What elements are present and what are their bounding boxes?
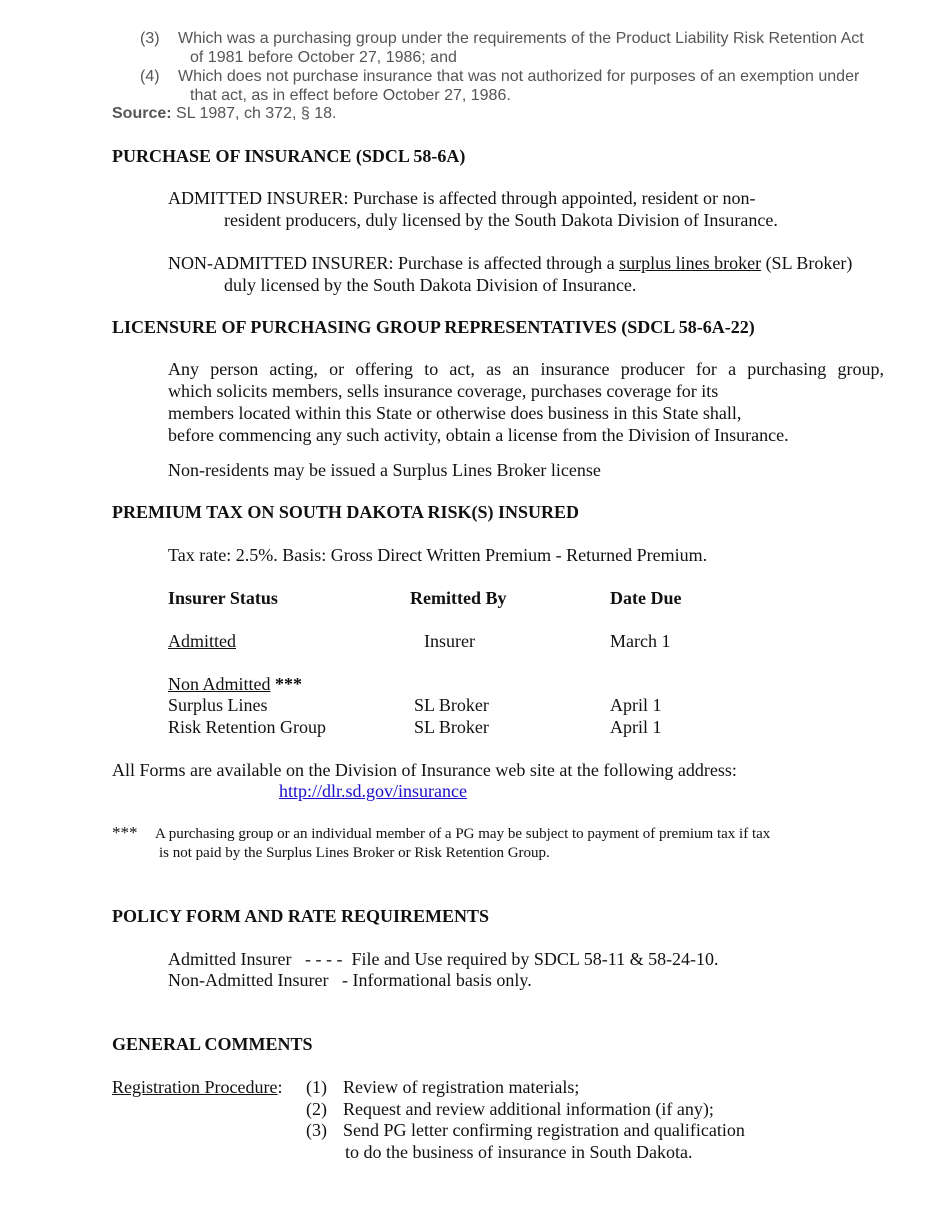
insurance-website-link[interactable]: http://dlr.sd.gov/insurance	[279, 781, 467, 801]
general-comments-heading: GENERAL COMMENTS	[112, 1034, 313, 1054]
act-item-text-cont: of 1981 before October 27, 1986; and	[190, 49, 457, 66]
licensure-paragraph	[168, 358, 884, 446]
act-item-3	[140, 29, 885, 67]
act-item-text-cont: that act, as in effect before October 27, 1986.	[190, 87, 511, 104]
date-due-risk-retention-group: April 1	[610, 717, 662, 737]
date-due-surplus-lines: April 1	[610, 695, 662, 715]
registration-procedure-colon: :	[277, 1077, 283, 1097]
licensure-line-1: Any person acting, or offering to act, as an insurance producer for a purchasing group,	[168, 359, 884, 379]
registration-step-1-text: Review of registration materials;	[343, 1077, 580, 1097]
status-surplus-lines: Surplus Lines	[168, 695, 268, 715]
admitted-insurer-paragraph	[168, 187, 884, 231]
surplus-lines-broker-term: surplus lines broker	[619, 253, 762, 273]
status-risk-retention-group: Risk Retention Group	[168, 717, 326, 737]
source-citation	[112, 104, 336, 123]
non-admitted-line-2: duly licensed by the South Dakota Division of Insurance.	[224, 275, 637, 295]
non-admitted-label: Non Admitted	[168, 674, 271, 694]
col-header-date-due: Date Due	[610, 588, 682, 608]
policy-non-admitted-line: Non-Admitted Insurer - Informational basis only.	[168, 970, 532, 990]
act-item-text: Which does not purchase insurance that was not authorized for purposes of an exemption under	[178, 68, 860, 85]
registration-procedure-text: Registration Procedure	[112, 1077, 278, 1097]
forms-text: All Forms are available on the Division of Insurance web site at the following address:	[112, 760, 737, 780]
non-admitted-stars: ***	[270, 674, 302, 694]
purchase-heading: PURCHASE OF INSURANCE (SDCL 58-6A)	[112, 146, 466, 166]
registration-step-3-text: Send PG letter confirming registration and qualification	[343, 1120, 745, 1140]
status-admitted: Admitted	[168, 631, 236, 651]
premium-tax-heading: PREMIUM TAX ON SOUTH DAKOTA RISK(S) INSURED	[112, 502, 580, 522]
act-item-text: Which was a purchasing group under the requirements of the Product Liability Risk Retention Act	[178, 30, 864, 47]
policy-admitted-line: Admitted Insurer - - - - File and Use required by SDCL 58-11 & 58-24-10.	[168, 949, 719, 969]
registration-step-3-cont: to do the business of insurance in South Dakota.	[345, 1142, 693, 1162]
registration-step-2-number: (2)	[306, 1099, 327, 1119]
col-header-remitted-by: Remitted By	[410, 588, 507, 608]
act-item-4	[140, 67, 885, 105]
admitted-line-1: ADMITTED INSURER: Purchase is affected through appointed, resident or non-	[168, 188, 756, 208]
footnote-stars: ***	[112, 823, 138, 842]
non-admitted-line-1-post: (SL Broker)	[761, 253, 853, 273]
col-header-insurer-status: Insurer Status	[168, 588, 278, 608]
remitted-by-admitted: Insurer	[424, 631, 475, 651]
source-text: SL 1987, ch 372, § 18.	[176, 105, 337, 122]
registration-step-3-number: (3)	[306, 1120, 327, 1140]
registration-step-1-number: (1)	[306, 1077, 327, 1097]
tax-rate-text: Tax rate: 2.5%. Basis: Gross Direct Written Premium - Returned Premium.	[168, 545, 708, 565]
date-due-admitted: March 1	[610, 631, 671, 651]
admitted-line-2: resident producers, duly licensed by the South Dakota Division of Insurance.	[224, 210, 778, 230]
nonresident-note: Non-residents may be issued a Surplus Lines Broker license	[168, 460, 601, 480]
act-item-number: (3)	[140, 30, 160, 47]
act-item-number: (4)	[140, 68, 160, 85]
licensure-line-3: members located within this State or otherwise does business in this State shall,	[168, 403, 742, 423]
licensure-line-4: before commencing any such activity, obtain a license from the Division of Insurance.	[168, 425, 789, 445]
licensure-heading: LICENSURE OF PURCHASING GROUP REPRESENTATIVES (SDCL 58-6A-22)	[112, 317, 755, 337]
remitted-by-surplus-lines: SL Broker	[414, 695, 489, 715]
non-admitted-line-1-pre: NON-ADMITTED INSURER: Purchase is affected through a	[168, 253, 620, 273]
source-label: Source:	[112, 105, 172, 122]
footnote-line-1: A purchasing group or an individual member of a PG may be subject to payment of premium tax if tax	[155, 826, 771, 842]
registration-step-2-text: Request and review additional information (if any);	[343, 1099, 714, 1119]
policy-heading: POLICY FORM AND RATE REQUIREMENTS	[112, 906, 490, 926]
registration-procedure-label	[112, 1076, 282, 1098]
footnote-line-2: is not paid by the Surplus Lines Broker or Risk Retention Group.	[159, 845, 550, 861]
licensure-line-2: which solicits members, sells insurance coverage, purchases coverage for its	[168, 381, 719, 401]
non-admitted-insurer-paragraph	[168, 252, 884, 296]
remitted-by-risk-retention-group: SL Broker	[414, 717, 489, 737]
status-non-admitted	[168, 673, 302, 695]
